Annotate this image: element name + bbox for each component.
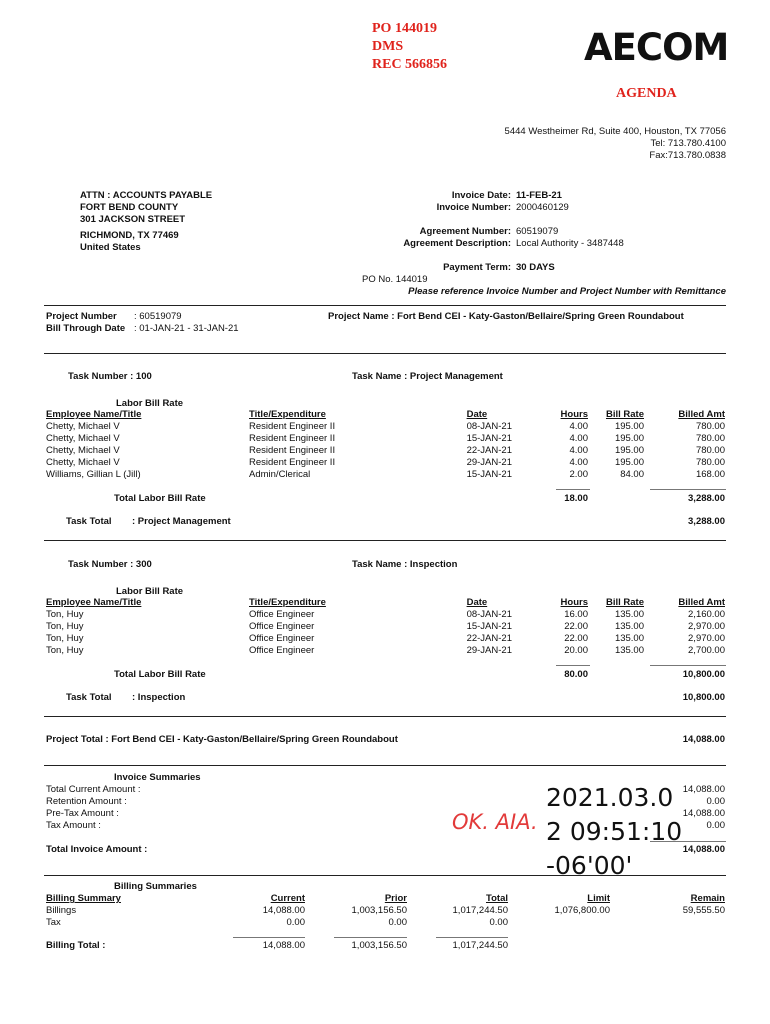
phone-line: Tel: 713.780.4100	[650, 138, 726, 149]
hours-cell: 4.00	[569, 457, 588, 468]
title-cell: Office Engineer	[249, 609, 315, 620]
task-total-label: Task Total	[66, 516, 112, 527]
po-stamp	[372, 20, 447, 74]
amount-header: Billed Amt	[678, 597, 725, 608]
title-cell: Resident Engineer II	[249, 445, 336, 456]
payment-term: 30 DAYS	[516, 262, 555, 273]
amount-cell: 2,970.00	[688, 621, 725, 632]
billing-label-column	[46, 893, 121, 929]
summary-label: Tax Amount :	[46, 820, 101, 831]
project-number: : 60519079	[134, 311, 182, 322]
title-cell: Resident Engineer II	[249, 457, 336, 468]
labor-total-hours: 80.00	[564, 669, 588, 680]
labor-total-amount: 10,800.00	[682, 669, 725, 680]
subtotal-rule	[650, 489, 726, 490]
agreement-number: 60519079	[516, 226, 559, 237]
divider	[44, 875, 726, 876]
hours-cell: 4.00	[569, 433, 588, 444]
date-cell: 29-JAN-21	[466, 645, 512, 656]
divider	[44, 765, 726, 766]
date-cell: 29-JAN-21	[466, 457, 512, 468]
title-header: Title/Expenditure	[249, 597, 326, 608]
summary-label: Total Current Amount :	[46, 784, 141, 795]
employee-header: Employee Name/Title	[46, 409, 142, 420]
task-total-label: Task Total	[66, 692, 112, 703]
employee-header: Employee Name/Title	[46, 597, 142, 608]
timestamp-line: -06'00'	[546, 851, 633, 880]
rate-cell: 195.00	[614, 445, 644, 456]
po-stamp-po: PO 144019	[372, 21, 437, 36]
subtotal-rule	[334, 937, 407, 938]
bill-to-block	[80, 190, 212, 254]
title-header: Title/Expenditure	[249, 409, 326, 420]
date-cell: 08-JAN-21	[466, 609, 512, 620]
task-total-name: : Project Management	[132, 516, 231, 527]
title-cell: Resident Engineer II	[249, 421, 336, 432]
task-number: Task Number : 100	[68, 371, 152, 382]
subtotal-rule	[556, 665, 590, 666]
company-address	[505, 126, 726, 162]
rate-cell: 135.00	[614, 621, 644, 632]
address-line: 5444 Westheimer Rd, Suite 400, Houston, TX 77056	[504, 126, 726, 137]
date-cell: 15-JAN-21	[466, 469, 512, 480]
task-total-amount: 3,288.00	[688, 516, 725, 527]
bill-through-label: Bill Through Date	[46, 323, 126, 334]
amount-column	[678, 597, 725, 657]
hours-column	[561, 597, 588, 657]
bill-to-street: 301 JACKSON STREET	[80, 214, 186, 225]
project-labels	[46, 311, 125, 335]
bill-through-date: : 01-JAN-21 - 31-JAN-21	[134, 323, 239, 334]
hours-cell: 4.00	[569, 445, 588, 456]
current-header: Current	[270, 893, 305, 904]
amount-cell: 2,160.00	[688, 609, 725, 620]
subtotal-rule	[233, 937, 305, 938]
section-label: Labor Bill Rate	[116, 586, 184, 597]
hours-cell: 22.00	[564, 621, 588, 632]
employee-column	[46, 597, 141, 657]
divider	[44, 540, 726, 541]
current-cell: 14,088.00	[262, 905, 305, 916]
amount-cell: 2,970.00	[688, 633, 725, 644]
labor-total-amount: 3,288.00	[688, 493, 725, 504]
hours-header: Hours	[560, 597, 588, 608]
remain-cell	[683, 917, 725, 929]
billing-current-column	[263, 893, 305, 929]
task-name: Task Name : Inspection	[352, 559, 458, 570]
subtotal-rule	[556, 489, 590, 490]
date-cell: 15-JAN-21	[466, 621, 512, 632]
employee-cell: Ton, Huy	[46, 621, 84, 632]
summary-value: 14,088.00	[682, 784, 725, 795]
amount-cell: 780.00	[695, 457, 725, 468]
date-cell: 22-JAN-21	[466, 633, 512, 644]
billing-prior-column	[352, 893, 407, 929]
summary-value: 0.00	[706, 820, 725, 831]
rate-cell: 135.00	[614, 645, 644, 656]
amount-cell: 780.00	[695, 445, 725, 456]
rate-column	[606, 409, 644, 481]
billing-row-label: Tax	[46, 917, 61, 928]
employee-cell: Chetty, Michael V	[46, 445, 120, 456]
title-column	[249, 597, 326, 657]
date-header: Date	[466, 597, 488, 608]
labor-total-label: Total Labor Bill Rate	[114, 493, 206, 504]
title-cell: Office Engineer	[249, 645, 315, 656]
hours-cell: 16.00	[564, 609, 588, 620]
labor-total-hours: 18.00	[564, 493, 588, 504]
summary-value: 0.00	[706, 796, 725, 807]
amount-cell: 780.00	[695, 421, 725, 432]
fax-line: Fax:713.780.0838	[649, 150, 726, 161]
hours-column	[561, 409, 588, 481]
agreement-desc: Local Authority - 3487448	[516, 238, 624, 249]
employee-column	[46, 409, 141, 481]
billing-total-current: 14,088.00	[262, 940, 305, 951]
task-total-amount: 10,800.00	[682, 692, 725, 703]
title-cell: Office Engineer	[249, 633, 315, 644]
invoice-number-label: Invoice Number:	[436, 202, 511, 213]
prior-cell: 1,003,156.50	[351, 905, 407, 916]
rate-header: Bill Rate	[605, 597, 644, 608]
date-header: Date	[466, 409, 488, 420]
timestamp-line: 2 09:51:10	[546, 817, 683, 846]
hours-cell: 4.00	[569, 421, 588, 432]
rate-column	[606, 597, 644, 657]
po-number: PO No. 144019	[362, 274, 428, 285]
billing-row-label: Billings	[46, 905, 77, 916]
project-number-label: Project Number	[46, 311, 117, 322]
agreement-number-label: Agreement Number:	[419, 226, 511, 237]
bill-to-name: FORT BEND COUNTY	[80, 202, 179, 213]
employee-cell: Williams, Gillian L (Jill)	[46, 469, 141, 480]
date-cell: 22-JAN-21	[466, 445, 512, 456]
invoice-info-labels	[403, 190, 511, 250]
project-total-amount: 14,088.00	[682, 734, 725, 745]
hours-cell: 20.00	[564, 645, 588, 656]
total-invoice-label: Total Invoice Amount :	[46, 844, 148, 855]
company-logo: AECOM	[584, 26, 729, 69]
title-cell: Office Engineer	[249, 621, 315, 632]
employee-cell: Ton, Huy	[46, 609, 84, 620]
invoice-date: 11-FEB-21	[516, 190, 562, 201]
project-values	[134, 311, 239, 335]
bill-to-city: RICHMOND, TX 77469	[80, 230, 179, 241]
invoice-date-label: Invoice Date:	[451, 190, 511, 201]
summary-label: Pre-Tax Amount :	[46, 808, 119, 819]
payment-term-label: Payment Term:	[443, 262, 511, 273]
handwritten-approval: OK. AIA.	[452, 810, 538, 834]
billing-total-label: Billing Total :	[46, 940, 106, 951]
billing-total-prior: 1,003,156.50	[351, 940, 407, 951]
summary-value: 14,088.00	[682, 808, 725, 819]
title-column	[249, 409, 335, 481]
agreement-desc-label: Agreement Description:	[403, 238, 511, 249]
title-cell: Resident Engineer II	[249, 433, 336, 444]
employee-cell: Chetty, Michael V	[46, 433, 120, 444]
remain-header: Remain	[690, 893, 725, 904]
amount-header: Billed Amt	[678, 409, 725, 420]
total-invoice-amount: 14,088.00	[682, 844, 725, 855]
project-name: Project Name : Fort Bend CEI - Katy-Gaston/Bellaire/Spring Green Roundabout	[328, 311, 684, 322]
date-column	[467, 597, 512, 657]
rate-header: Bill Rate	[605, 409, 644, 420]
invoice-summaries-title: Invoice Summaries	[114, 772, 201, 783]
rate-cell: 195.00	[614, 433, 644, 444]
limit-cell	[555, 917, 610, 929]
date-cell: 15-JAN-21	[466, 433, 512, 444]
title-cell: Admin/Clerical	[249, 469, 311, 480]
hours-cell: 22.00	[564, 633, 588, 644]
total-cell: 0.00	[489, 917, 508, 928]
section-label: Labor Bill Rate	[116, 398, 184, 409]
task-name: Task Name : Project Management	[352, 371, 503, 382]
remain-cell: 59,555.50	[682, 905, 725, 916]
rate-cell: 195.00	[614, 421, 644, 432]
invoice-summary-labels	[46, 784, 141, 832]
total-header: Total	[486, 893, 508, 904]
amount-cell: 2,700.00	[688, 645, 725, 656]
po-stamp-dms: DMS	[372, 39, 404, 54]
bill-to-country: United States	[80, 242, 141, 253]
task-total-name: : Inspection	[132, 692, 186, 703]
employee-cell: Chetty, Michael V	[46, 421, 120, 432]
prior-header: Prior	[384, 893, 407, 904]
rate-cell: 135.00	[614, 609, 644, 620]
invoice-info-values	[516, 190, 624, 250]
limit-header: Limit	[587, 893, 610, 904]
rate-cell: 195.00	[614, 457, 644, 468]
amount-column	[678, 409, 725, 481]
date-cell: 08-JAN-21	[466, 421, 512, 432]
rate-cell: 135.00	[614, 633, 644, 644]
hours-header: Hours	[560, 409, 588, 420]
hours-cell: 2.00	[569, 469, 588, 480]
divider	[44, 716, 726, 717]
subtotal-rule	[650, 665, 726, 666]
billing-summaries-title: Billing Summaries	[114, 881, 197, 892]
employee-cell: Ton, Huy	[46, 645, 84, 656]
limit-cell: 1,076,800.00	[554, 905, 610, 916]
current-cell: 0.00	[286, 917, 305, 928]
remittance-note: Please reference Invoice Number and Project Number with Remittance	[408, 286, 726, 297]
billing-summary-header: Billing Summary	[46, 893, 121, 904]
prior-cell: 0.00	[388, 917, 407, 928]
date-column	[467, 409, 512, 481]
amount-cell: 168.00	[695, 469, 725, 480]
summary-label: Retention Amount :	[46, 796, 127, 807]
agenda-label: AGENDA	[616, 86, 677, 101]
invoice-summary-values	[683, 784, 725, 832]
employee-cell: Ton, Huy	[46, 633, 84, 644]
task-number: Task Number : 300	[68, 559, 152, 570]
signature-timestamp	[546, 781, 682, 883]
labor-total-label: Total Labor Bill Rate	[114, 669, 206, 680]
timestamp-line: 2021.03.0	[546, 783, 674, 812]
divider	[44, 353, 726, 354]
employee-cell: Chetty, Michael V	[46, 457, 120, 468]
divider	[44, 305, 726, 306]
project-total-label: Project Total : Fort Bend CEI - Katy-Gaston/Bellaire/Spring Green Roundabout	[46, 734, 398, 745]
subtotal-rule	[436, 937, 508, 938]
total-cell: 1,017,244.50	[452, 905, 508, 916]
billing-total-total: 1,017,244.50	[452, 940, 508, 951]
invoice-number: 2000460129	[516, 202, 569, 213]
billing-total-column	[453, 893, 508, 929]
po-stamp-rec: REC 566856	[372, 57, 448, 72]
billing-remain-column	[683, 893, 725, 929]
rate-cell: 84.00	[620, 469, 644, 480]
amount-cell: 780.00	[695, 433, 725, 444]
bill-to-attn: ATTN : ACCOUNTS PAYABLE	[80, 190, 213, 201]
billing-limit-column	[555, 893, 610, 929]
